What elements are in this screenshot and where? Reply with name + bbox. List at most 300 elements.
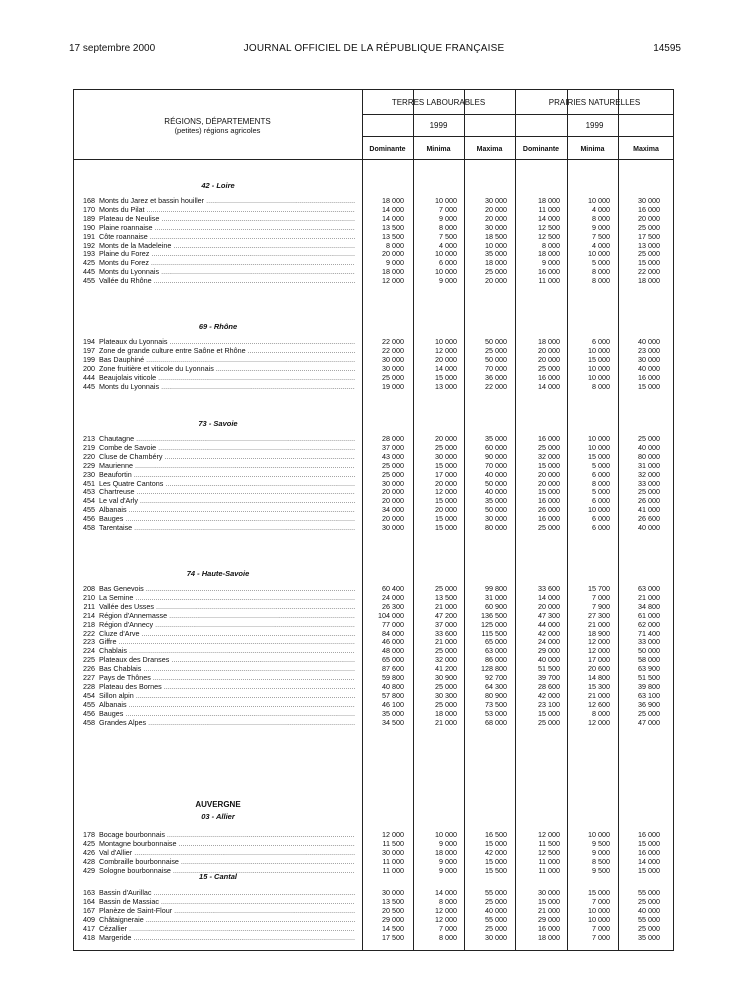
value-cell: 44 000 (538, 619, 560, 629)
region-code: 210 (83, 592, 95, 602)
value-cell: 30 000 (382, 363, 404, 373)
region-code: 194 (83, 337, 95, 346)
value-cell: 16 000 (538, 434, 560, 443)
region-code: 445 (83, 267, 95, 277)
value-cell: 20 000 (538, 469, 560, 479)
region-name: Monts de la Madeleine ..... (99, 241, 355, 250)
region-code: 167 (83, 905, 95, 915)
value-cell: 25 000 (382, 460, 404, 470)
value-cell: 14 000 (435, 888, 457, 897)
table-row (0, 276, 748, 285)
value-cell: 51 500 (538, 664, 560, 674)
region-code: 219 (83, 442, 95, 452)
value-cell: 25 000 (638, 434, 660, 443)
value-cell: 15 000 (638, 258, 660, 268)
region-name: Albanais ..... (99, 700, 355, 709)
value-cell: 15 000 (588, 451, 610, 461)
value-cell: 11 000 (382, 856, 404, 866)
region-name: Vallée du Rhône ..... (99, 276, 355, 285)
region-name: Margeride ..... (99, 933, 355, 942)
value-cell: 68 000 (485, 717, 507, 727)
table-row (0, 382, 748, 391)
value-cell: 15 300 (588, 681, 610, 691)
region-code: 455 (83, 699, 95, 709)
value-cell: 7 000 (592, 896, 610, 906)
value-cell: 15 000 (485, 838, 507, 848)
value-cell: 8 000 (592, 213, 610, 223)
value-cell: 12 000 (382, 276, 404, 286)
value-cell: 12 500 (538, 847, 560, 857)
value-cell: 33 000 (638, 478, 660, 488)
table-row (0, 337, 748, 346)
value-cell: 36 900 (638, 699, 660, 709)
value-cell: 80 900 (485, 690, 507, 700)
value-cell: 41 200 (435, 664, 457, 674)
region-code: 425 (83, 258, 95, 268)
value-cell: 59 800 (382, 673, 404, 682)
value-cell: 6 000 (439, 258, 457, 268)
table-row (0, 646, 748, 655)
value-cell: 14 000 (382, 204, 404, 214)
value-cell: 39 800 (638, 681, 660, 691)
table-row (0, 214, 748, 223)
value-cell: 7 000 (592, 592, 610, 602)
value-cell: 8 000 (439, 932, 457, 942)
value-cell: 18 900 (588, 628, 610, 638)
table-row (0, 857, 748, 866)
table-row (0, 611, 748, 620)
value-cell: 12 000 (382, 830, 404, 839)
region-code: 227 (83, 673, 95, 682)
value-cell: 6 000 (592, 496, 610, 506)
subcol-header: Maxima (476, 146, 503, 153)
value-cell: 90 000 (485, 451, 507, 461)
value-cell: 30 000 (538, 888, 560, 897)
value-cell: 12 000 (588, 717, 610, 727)
region-code: 164 (83, 896, 95, 906)
value-cell: 64 300 (485, 681, 507, 691)
value-cell: 35 000 (485, 496, 507, 506)
value-cell: 60 900 (485, 601, 507, 611)
value-cell: 16 500 (485, 830, 507, 839)
value-cell: 58 000 (638, 655, 660, 665)
value-cell: 10 000 (435, 267, 457, 277)
value-cell: 40 000 (485, 905, 507, 915)
region-code: 455 (83, 276, 95, 286)
value-cell: 25 000 (435, 681, 457, 691)
table-row (0, 267, 748, 276)
region-code: 456 (83, 514, 95, 524)
value-cell: 10 000 (588, 249, 610, 259)
value-cell: 25 000 (485, 923, 507, 933)
region-name: Plateaux du Lyonnais ..... (99, 337, 355, 346)
value-cell: 23 000 (638, 345, 660, 355)
value-cell: 25 000 (638, 487, 660, 497)
table-row (0, 346, 748, 355)
region-col-title: RÉGIONS, DÉPARTEMENTS (164, 117, 271, 126)
value-cell: 18 000 (435, 847, 457, 857)
region-code: 211 (83, 601, 95, 611)
value-cell: 9 000 (439, 213, 457, 223)
value-cell: 14 000 (538, 592, 560, 602)
region-name: Combraille bourbonnaise ..... (99, 857, 355, 866)
value-cell: 65 000 (485, 637, 507, 647)
value-cell: 10 000 (435, 249, 457, 259)
value-cell: 15 000 (435, 496, 457, 506)
value-cell: 25 000 (485, 267, 507, 277)
department-heading: 73 - Savoie (198, 419, 238, 428)
value-cell: 32 000 (538, 451, 560, 461)
value-cell: 17 500 (382, 932, 404, 942)
table-row (0, 897, 748, 906)
value-cell: 10 000 (588, 363, 610, 373)
value-cell: 50 000 (638, 646, 660, 656)
value-cell: 25 000 (435, 442, 457, 452)
region-name: Plaine roannaise ..... (99, 223, 355, 232)
table-row (0, 196, 748, 205)
value-cell: 6 000 (592, 514, 610, 524)
value-cell: 15 000 (638, 381, 660, 391)
value-cell: 20 000 (538, 601, 560, 611)
value-cell: 33 600 (435, 628, 457, 638)
value-cell: 36 000 (485, 372, 507, 382)
subcol-header: Dominante (522, 146, 560, 153)
table-row (0, 452, 748, 461)
value-cell: 35 000 (382, 708, 404, 718)
table-row (0, 839, 748, 848)
value-cell: 14 000 (538, 213, 560, 223)
value-cell: 16 000 (538, 496, 560, 506)
value-cell: 40 800 (382, 681, 404, 691)
value-cell: 12 000 (435, 487, 457, 497)
value-cell: 17 000 (588, 655, 610, 665)
value-cell: 40 000 (638, 523, 660, 532)
value-cell: 84 000 (382, 628, 404, 638)
value-cell: 40 000 (538, 655, 560, 665)
region-code: 458 (83, 523, 95, 532)
value-cell: 42 000 (538, 628, 560, 638)
value-cell: 29 000 (538, 914, 560, 924)
value-cell: 18 000 (638, 276, 660, 286)
value-cell: 53 000 (485, 708, 507, 718)
value-cell: 12 000 (588, 637, 610, 647)
region-name: Plateau des Bornes ..... (99, 682, 355, 691)
region-name: Montagne bourbonnaise ..... (99, 839, 355, 848)
value-cell: 16 000 (638, 847, 660, 857)
value-cell: 21 000 (435, 601, 457, 611)
value-cell: 92 700 (485, 673, 507, 682)
table-row (0, 593, 748, 602)
region-name: Combe de Savoie ..... (99, 443, 355, 452)
value-cell: 11 500 (538, 838, 560, 848)
value-cell: 60 000 (485, 442, 507, 452)
value-cell: 9 000 (439, 865, 457, 875)
region-code: 199 (83, 354, 95, 364)
value-cell: 21 000 (588, 619, 610, 629)
region-name: Chablais ..... (99, 646, 355, 655)
region-name: Les Quatre Cantons ..... (99, 479, 355, 488)
value-cell: 11 000 (538, 856, 560, 866)
value-cell: 20 000 (435, 354, 457, 364)
value-cell: 63 900 (638, 664, 660, 674)
table-row (0, 584, 748, 593)
value-cell: 9 000 (592, 847, 610, 857)
value-cell: 87 600 (382, 664, 404, 674)
value-cell: 99 800 (485, 584, 507, 593)
value-cell: 37 000 (382, 442, 404, 452)
value-cell: 30 000 (382, 847, 404, 857)
region-name: Sillon alpin ..... (99, 691, 355, 700)
value-cell: 4 000 (592, 204, 610, 214)
region-code: 193 (83, 249, 95, 259)
value-cell: 13 500 (382, 231, 404, 241)
value-cell: 47 000 (638, 717, 660, 727)
value-cell: 73 500 (485, 699, 507, 709)
table-row (0, 700, 748, 709)
value-cell: 10 000 (588, 505, 610, 515)
value-cell: 33 600 (538, 584, 560, 593)
value-cell: 29 000 (538, 646, 560, 656)
region-code: 226 (83, 664, 95, 674)
value-cell: 7 000 (439, 923, 457, 933)
region-name: Giffre ..... (99, 637, 355, 646)
table-row (0, 933, 748, 942)
region-name: Bas Dauphiné ..... (99, 355, 355, 364)
value-cell: 18 000 (382, 267, 404, 277)
region-name: Côte roannaise ..... (99, 232, 355, 241)
table-row (0, 830, 748, 839)
region-code: 168 (83, 196, 95, 205)
value-cell: 30 000 (638, 354, 660, 364)
value-cell: 30 000 (485, 222, 507, 232)
region-name: Bassin de Massiac ..... (99, 897, 355, 906)
value-cell: 35 000 (485, 249, 507, 259)
department-heading: 42 - Loire (201, 181, 235, 190)
table-row (0, 258, 748, 267)
value-cell: 16 000 (538, 372, 560, 382)
value-cell: 20 000 (538, 478, 560, 488)
value-cell: 8 000 (386, 240, 404, 250)
region-name: Zone fruitière et viticole du Lyonnais ..... (99, 364, 355, 373)
value-cell: 20 000 (485, 276, 507, 286)
value-cell: 25 000 (485, 896, 507, 906)
value-cell: 5 000 (592, 460, 610, 470)
subcol-header: Maxima (633, 146, 659, 153)
subcol-header: Minima (580, 146, 605, 153)
value-cell: 27 300 (588, 610, 610, 620)
value-cell: 12 000 (435, 345, 457, 355)
value-cell: 12 000 (588, 646, 610, 656)
value-cell: 12 000 (435, 914, 457, 924)
value-cell: 19 000 (382, 381, 404, 391)
value-cell: 8 000 (592, 381, 610, 391)
value-cell: 25 000 (638, 249, 660, 259)
value-cell: 20 000 (538, 354, 560, 364)
value-cell: 16 000 (538, 267, 560, 277)
value-cell: 40 000 (485, 469, 507, 479)
value-cell: 77 000 (382, 619, 404, 629)
value-cell: 22 000 (638, 267, 660, 277)
region-name: Plateau de Neulise ..... (99, 214, 355, 223)
value-cell: 14 000 (382, 213, 404, 223)
table-row (0, 496, 748, 505)
value-cell: 6 000 (592, 337, 610, 346)
value-cell: 10 000 (485, 240, 507, 250)
table-row (0, 629, 748, 638)
region-name: Châtaigneraie ..... (99, 915, 355, 924)
value-cell: 17 000 (435, 469, 457, 479)
value-cell: 32 000 (435, 655, 457, 665)
value-cell: 15 000 (435, 372, 457, 382)
value-cell: 47 200 (435, 610, 457, 620)
value-cell: 40 000 (638, 905, 660, 915)
value-cell: 43 000 (382, 451, 404, 461)
value-cell: 55 000 (638, 914, 660, 924)
value-cell: 20 000 (382, 249, 404, 259)
region-name: Vallée des Usses ..... (99, 602, 355, 611)
region-name: Le val d'Arly ..... (99, 496, 355, 505)
value-cell: 18 000 (382, 196, 404, 205)
region-name: Beaufortin ..... (99, 470, 355, 479)
table-row (0, 205, 748, 214)
region-code: 170 (83, 204, 95, 214)
value-cell: 30 000 (638, 196, 660, 205)
value-cell: 28 000 (382, 434, 404, 443)
value-cell: 34 800 (638, 601, 660, 611)
value-cell: 31 000 (638, 460, 660, 470)
table-row (0, 637, 748, 646)
group-header-terres: TERRES LABOURABLES (391, 98, 486, 107)
value-cell: 128 800 (481, 664, 507, 674)
value-cell: 11 000 (538, 204, 560, 214)
value-cell: 9 000 (542, 258, 560, 268)
value-cell: 71 400 (638, 628, 660, 638)
value-cell: 25 000 (638, 923, 660, 933)
journal-title: JOURNAL OFFICIEL DE LA RÉPUBLIQUE FRANÇAISE (243, 43, 505, 54)
value-cell: 35 000 (485, 434, 507, 443)
value-cell: 10 000 (435, 196, 457, 205)
value-cell: 22 000 (382, 337, 404, 346)
region-name: La Semine ..... (99, 593, 355, 602)
region-name: Bas Genevois ..... (99, 584, 355, 593)
value-cell: 8 000 (439, 222, 457, 232)
table-row (0, 373, 748, 382)
value-cell: 20 000 (382, 514, 404, 524)
value-cell: 63 100 (638, 690, 660, 700)
value-cell: 25 000 (435, 699, 457, 709)
region-code: 454 (83, 690, 95, 700)
region-code: 426 (83, 847, 95, 857)
value-cell: 21 000 (638, 592, 660, 602)
value-cell: 4 000 (592, 240, 610, 250)
region-name: Pays de Thônes ..... (99, 673, 355, 682)
value-cell: 7 900 (592, 601, 610, 611)
table-row (0, 620, 748, 629)
table-row (0, 691, 748, 700)
value-cell: 42 000 (485, 847, 507, 857)
value-cell: 30 000 (435, 451, 457, 461)
value-cell: 15 000 (638, 838, 660, 848)
value-cell: 25 000 (538, 523, 560, 532)
value-cell: 10 000 (588, 830, 610, 839)
region-name: Monts du Forez ..... (99, 258, 355, 267)
region-code: 208 (83, 584, 95, 593)
value-cell: 13 000 (435, 381, 457, 391)
value-cell: 8 500 (592, 856, 610, 866)
value-cell: 5 000 (592, 487, 610, 497)
region-name: Cluze d'Arve ..... (99, 629, 355, 638)
value-cell: 17 500 (638, 231, 660, 241)
value-cell: 26 000 (538, 505, 560, 515)
value-cell: 8 000 (592, 276, 610, 286)
value-cell: 5 000 (592, 258, 610, 268)
value-cell: 8 000 (592, 708, 610, 718)
region-code: 218 (83, 619, 95, 629)
table-row (0, 709, 748, 718)
region-code: 163 (83, 888, 95, 897)
subcol-header: Dominante (369, 146, 406, 153)
value-cell: 24 000 (538, 637, 560, 647)
region-name: Région d'Annemasse ..... (99, 611, 355, 620)
value-cell: 30 000 (485, 514, 507, 524)
table-row (0, 718, 748, 727)
group-header-prairies: PRAIRIES NATURELLES (548, 98, 641, 107)
value-cell: 34 000 (382, 505, 404, 515)
region-name: Beaujolais viticole ..... (99, 373, 355, 382)
value-cell: 30 000 (485, 196, 507, 205)
value-cell: 15 000 (435, 514, 457, 524)
value-cell: 20 000 (538, 345, 560, 355)
value-cell: 7 000 (439, 204, 457, 214)
value-cell: 9 000 (439, 276, 457, 286)
value-cell: 16 000 (538, 514, 560, 524)
value-cell: 12 500 (538, 231, 560, 241)
value-cell: 86 000 (485, 655, 507, 665)
region-name: Grandes Alpes ..... (99, 718, 355, 727)
value-cell: 25 000 (435, 584, 457, 593)
region-code: 453 (83, 487, 95, 497)
value-cell: 20 000 (382, 487, 404, 497)
value-cell: 20 600 (588, 664, 610, 674)
value-cell: 35 000 (638, 932, 660, 942)
value-cell: 18 000 (538, 196, 560, 205)
value-cell: 47 300 (538, 610, 560, 620)
value-cell: 25 000 (485, 345, 507, 355)
value-cell: 24 000 (382, 592, 404, 602)
value-cell: 136 500 (481, 610, 507, 620)
value-cell: 15 500 (485, 865, 507, 875)
value-cell: 9 000 (439, 856, 457, 866)
value-cell: 70 000 (485, 363, 507, 373)
value-cell: 115 500 (481, 628, 507, 638)
region-code: 451 (83, 478, 95, 488)
value-cell: 11 000 (538, 276, 560, 286)
value-cell: 33 000 (638, 637, 660, 647)
value-cell: 18 000 (538, 337, 560, 346)
region-code: 229 (83, 460, 95, 470)
region-name: Albanais ..... (99, 505, 355, 514)
value-cell: 51 500 (638, 673, 660, 682)
value-cell: 4 000 (439, 240, 457, 250)
region-code: 458 (83, 717, 95, 727)
value-cell: 8 000 (542, 240, 560, 250)
table-row (0, 915, 748, 924)
region-code: 178 (83, 830, 95, 839)
value-cell: 30 000 (382, 478, 404, 488)
value-cell: 12 000 (538, 830, 560, 839)
value-cell: 16 000 (638, 372, 660, 382)
region-name: Monts du Jarez et bassin houiller ..... (99, 196, 355, 205)
